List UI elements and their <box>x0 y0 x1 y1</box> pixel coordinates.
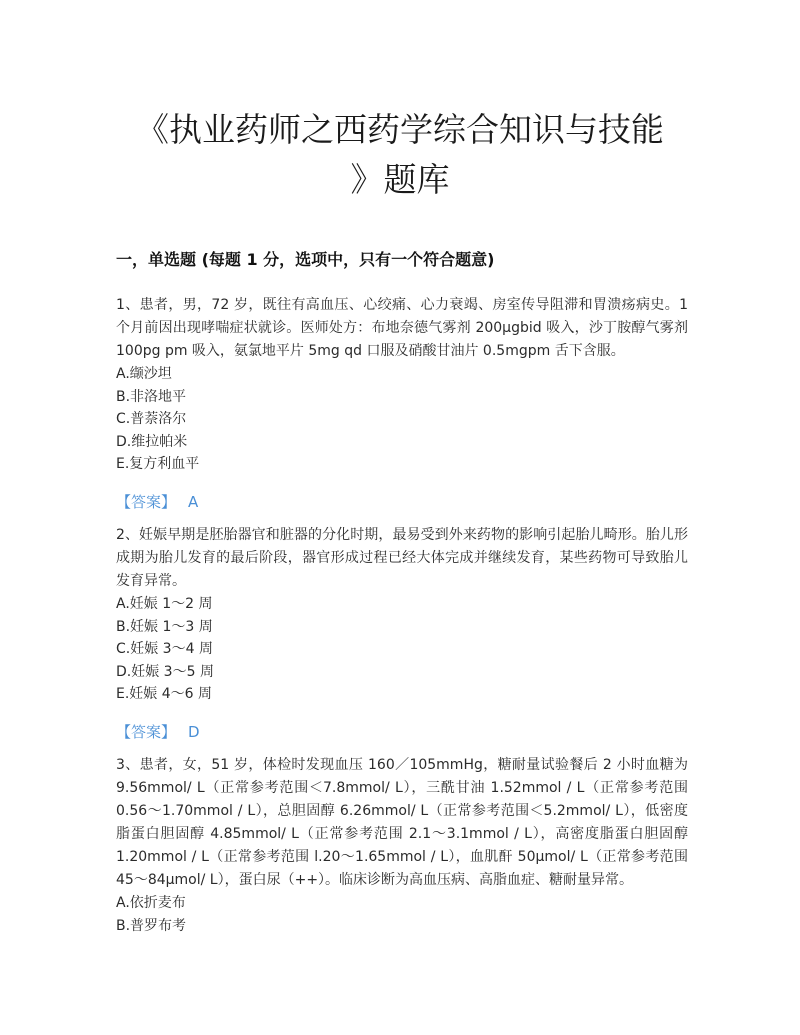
answer-line <box>116 721 688 743</box>
document-title-line-2: 》题库 <box>350 160 450 199</box>
option-b: B.普罗布考 <box>116 917 187 934</box>
option-list <box>116 363 688 476</box>
question-3 <box>116 754 688 937</box>
option-e: E.复方利血平 <box>116 456 200 472</box>
answer-value: A <box>188 492 199 511</box>
answer-line <box>116 491 688 513</box>
question-stem: 1、患者，男，72 岁，既往有高血压、心绞痛、心力衰竭、房室传导阻滞和胃溃疡病史。1 个月前因出现哮喘症状就诊。医师处方：布地奈德气雾剂 200μgbid 吸入，沙丁胺醇气雾剂 100pg pm 吸入，氨氯地平片 5mg qd 口服及硝酸甘油片 0.5mgpm 舌下含服。 <box>116 297 688 359</box>
question-1 <box>116 294 688 513</box>
option-d: D.妊娠 3～5 周 <box>116 663 214 680</box>
question-stem: 2、妊娠早期是胚胎器官和脏器的分化时期，最易受到外来药物的影响引起胎儿畸形。胎儿形成期为胎儿发育的最后阶段，器官形成过程已经大体完成并继续发育，某些药物可导致胎儿发育异常。 <box>116 527 688 589</box>
option-list <box>116 892 688 937</box>
document-title-line-1: 《执业药师之西药学综合知识与技能 <box>136 110 664 149</box>
option-a: A.妊娠 1～2 周 <box>116 596 213 612</box>
option-list <box>116 593 688 706</box>
question-2 <box>116 524 688 743</box>
option-b: B.妊娠 1～3 周 <box>116 618 213 635</box>
question-stem: 3、患者，女，51 岁，体检时发现血压 160／105mmHg，糖耐量试验餐后 2 小时血糖为 9.56mmol/ L（正常参考范围＜7.8mmol/ L），三酰甘油 1.52mmol / L（正常参考范围 0.56～1.70mmol / L），总胆固醇 6.26mmol/ L（正常参考范围＜5.2mmol/ L），低密度脂蛋白胆固醇 4.85mmol/ L（正常参考范围 2.1～3.1mmol / L），高密度脂蛋白胆固醇 1.20mmol / L（正常参考范围 l.20～1.65mmol / L），血肌酐 50μmol/ L（正常参考范围 45～84μmol/ L），蛋白尿（++）。临床诊断为高血压病、高脂血症、糖耐量异常。 <box>116 757 688 888</box>
answer-value: D <box>188 722 200 741</box>
answer-label: 【答案】 <box>116 722 177 741</box>
option-d: D.维拉帕米 <box>116 433 188 450</box>
option-a: A.依折麦布 <box>116 895 186 911</box>
section-heading: 一，单选题 (每题 1 分，选项中，只有一个符合题意) <box>116 250 495 269</box>
option-b: B.非洛地平 <box>116 388 187 405</box>
option-c: C.普萘洛尔 <box>116 411 187 427</box>
option-e: E.妊娠 4～6 周 <box>116 686 213 702</box>
answer-label: 【答案】 <box>116 492 177 511</box>
option-c: C.妊娠 3～4 周 <box>116 641 213 657</box>
option-a: A.缬沙坦 <box>116 366 172 382</box>
